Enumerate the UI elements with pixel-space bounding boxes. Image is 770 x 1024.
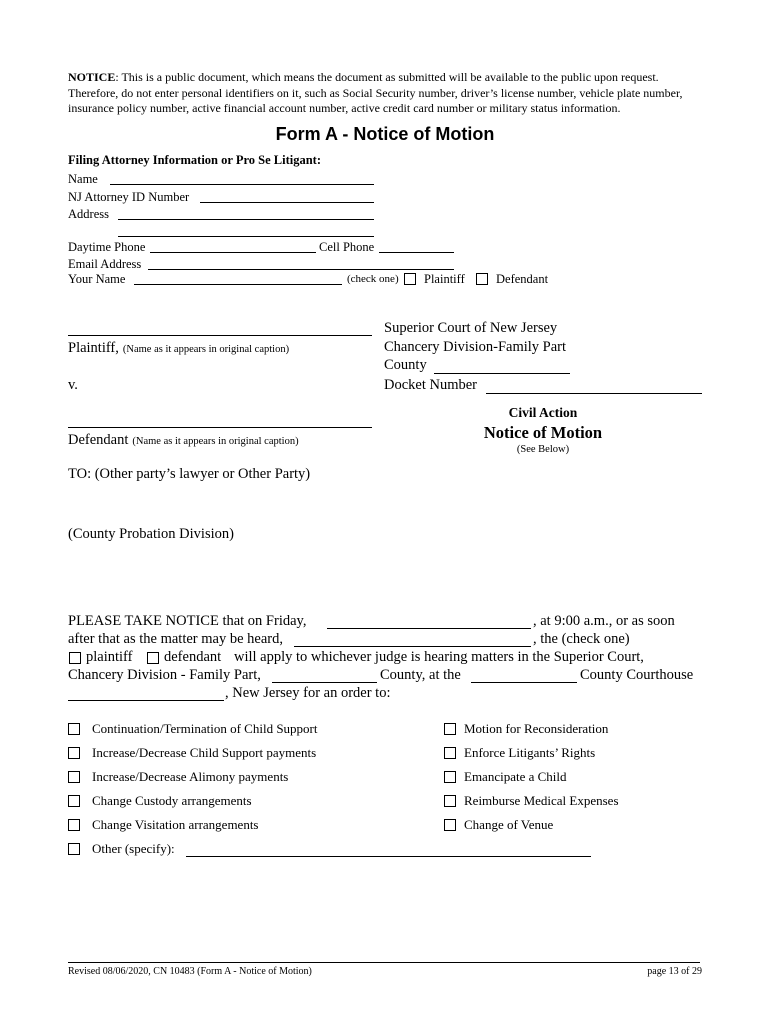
notice-of-motion-heading: Notice of Motion xyxy=(483,423,603,442)
option-emancipate-label: Emancipate a Child xyxy=(464,769,567,784)
plaintiff-option-label: Plaintiff xyxy=(424,272,465,286)
option-reconsideration-label: Motion for Reconsideration xyxy=(464,721,609,736)
other-specify-field[interactable] xyxy=(186,856,591,857)
defendant-caption xyxy=(68,431,299,449)
option-medical-label: Reimburse Medical Expenses xyxy=(464,793,619,808)
option-other-checkbox[interactable] xyxy=(68,843,80,855)
notice-text: : This is a public document, which means the document as submitted will be available to the public upon request. Therefore, do not enter personal identifiers on it, such as Social Security number, driver’s license number, vehicle plate number, insurance policy number, active financial account number, active credit card number or military status information. xyxy=(68,70,683,115)
email-field[interactable] xyxy=(148,269,454,270)
city-field[interactable] xyxy=(68,700,224,701)
footer-page-number: page 13 of 29 xyxy=(647,966,702,977)
option-child-support-checkbox[interactable] xyxy=(68,723,80,735)
defendant-apply-checkbox[interactable] xyxy=(147,652,159,664)
defendant-apply-label: defendant xyxy=(164,649,222,665)
address-field-2[interactable] xyxy=(118,236,374,237)
defendant-caption-field[interactable] xyxy=(68,427,372,428)
notice-line-4c: County Courthouse xyxy=(580,667,694,683)
notice-line-4b: County, at the xyxy=(380,667,461,683)
matter-field[interactable] xyxy=(294,646,531,647)
hearing-date-field[interactable] xyxy=(327,628,531,629)
defendant-checkbox[interactable] xyxy=(476,273,488,285)
daytime-phone-label: Daytime Phone xyxy=(68,240,146,254)
name-field[interactable] xyxy=(110,184,374,185)
option-litigants-rights-checkbox[interactable] xyxy=(444,747,456,759)
to-line: TO: (Other party’s lawyer or Other Party) xyxy=(68,466,311,482)
courthouse-field[interactable] xyxy=(471,682,577,683)
email-label: Email Address xyxy=(68,257,142,271)
notice-line-1b: , at 9:00 a.m., or as soon xyxy=(533,613,675,629)
see-below-label: (See Below) xyxy=(516,444,570,455)
form-title: Form A - Notice of Motion xyxy=(275,124,495,144)
option-visitation-label: Change Visitation arrangements xyxy=(92,817,259,832)
option-reconsideration-checkbox[interactable] xyxy=(444,723,456,735)
option-custody-checkbox[interactable] xyxy=(68,795,80,807)
option-child-support-payments-label: Increase/Decrease Child Support payments xyxy=(92,745,317,760)
address-label: Address xyxy=(68,207,109,221)
name-label: Name xyxy=(68,172,98,186)
footer-revision: Revised 08/06/2020, CN 10483 (Form A - Notice of Motion) xyxy=(68,966,312,977)
address-field-1[interactable] xyxy=(118,219,374,220)
plaintiff-caption xyxy=(68,339,289,357)
option-other-label: Other (specify): xyxy=(92,841,175,856)
attorney-id-field[interactable] xyxy=(200,202,374,203)
notice-line-5: , New Jersey for an order to: xyxy=(225,685,391,701)
defendant-option-label: Defendant xyxy=(496,272,549,286)
option-custody-label: Change Custody arrangements xyxy=(92,793,252,808)
civil-action-label: Civil Action xyxy=(508,405,578,420)
versus-label: v. xyxy=(68,377,78,393)
filing-heading: Filing Attorney Information or Pro Se Litigant: xyxy=(68,153,321,167)
your-name-field[interactable] xyxy=(134,284,342,285)
plaintiff-checkbox[interactable] xyxy=(404,273,416,285)
plaintiff-apply-checkbox[interactable] xyxy=(69,652,81,664)
notice-line-3c: will apply to whichever judge is hearing matters in the Superior Court, xyxy=(234,649,644,665)
option-litigants-rights-label: Enforce Litigants’ Rights xyxy=(464,745,596,760)
probation-line: (County Probation Division) xyxy=(68,526,234,542)
privacy-notice xyxy=(68,70,708,117)
plaintiff-apply-label: plaintiff xyxy=(86,649,133,665)
defendant-caption-note: (Name as it appears in original caption) xyxy=(132,436,299,447)
court-division: Chancery Division-Family Part xyxy=(384,339,567,355)
county-field[interactable] xyxy=(434,373,570,374)
plaintiff-caption-note: (Name as it appears in original caption) xyxy=(122,344,290,355)
daytime-phone-field[interactable] xyxy=(150,252,316,253)
cell-phone-label: Cell Phone xyxy=(319,240,375,254)
option-venue-checkbox[interactable] xyxy=(444,819,456,831)
notice-line-4a: Chancery Division - Family Part, xyxy=(68,667,261,683)
notice-line-2b: , the (check one) xyxy=(533,631,630,647)
cell-phone-field[interactable] xyxy=(379,252,454,253)
docket-label: Docket Number xyxy=(384,377,478,393)
notice-line-2a: after that as the matter may be heard, xyxy=(68,631,283,647)
footer-divider xyxy=(68,962,700,963)
county-label: County xyxy=(384,357,427,373)
attorney-id-label: NJ Attorney ID Number xyxy=(68,190,190,204)
your-name-label: Your Name xyxy=(68,272,126,286)
option-alimony-label: Increase/Decrease Alimony payments xyxy=(92,769,289,784)
plaintiff-caption-field[interactable] xyxy=(68,335,372,336)
option-visitation-checkbox[interactable] xyxy=(68,819,80,831)
option-medical-checkbox[interactable] xyxy=(444,795,456,807)
court-name: Superior Court of New Jersey xyxy=(384,320,558,336)
option-child-support-payments-checkbox[interactable] xyxy=(68,747,80,759)
check-one-label: (check one) xyxy=(347,273,399,285)
option-emancipate-checkbox[interactable] xyxy=(444,771,456,783)
county-name-field[interactable] xyxy=(272,682,377,683)
notice-line-1a: PLEASE TAKE NOTICE that on Friday, xyxy=(68,613,307,629)
docket-field[interactable] xyxy=(486,393,702,394)
option-venue-label: Change of Venue xyxy=(464,817,554,832)
option-alimony-checkbox[interactable] xyxy=(68,771,80,783)
option-child-support-label: Continuation/Termination of Child Support xyxy=(92,721,318,736)
defendant-caption-label: Defendant xyxy=(68,432,129,448)
plaintiff-caption-label: Plaintiff, xyxy=(68,340,119,356)
notice-label: NOTICE xyxy=(68,70,116,84)
